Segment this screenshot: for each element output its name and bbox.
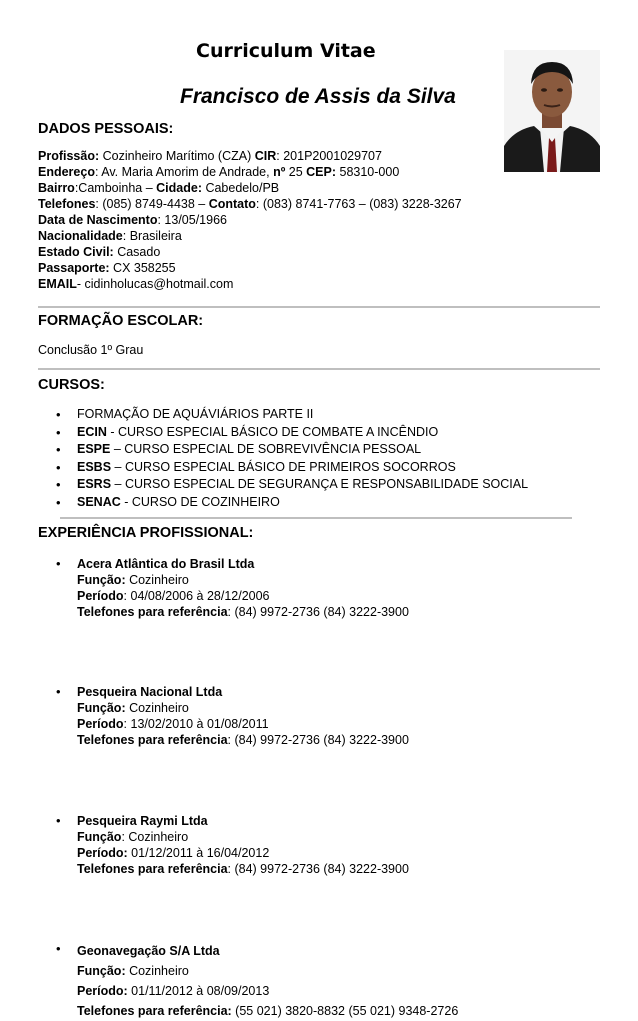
bullet-icon: •: [56, 813, 61, 828]
course-item: [52, 406, 528, 424]
reference-phones-value: : (84) 9972-2736 (84) 3222-3900: [227, 862, 409, 876]
divider: [38, 306, 600, 308]
birthdate-line: [38, 212, 462, 228]
reference-phones-label: Telefones para referência: [77, 605, 228, 619]
cir-label: CIR: [254, 149, 277, 163]
course-item: [52, 459, 528, 477]
period-label: Período:: [77, 984, 128, 998]
period-value: : 04/08/2006 à 28/12/2006: [123, 589, 270, 603]
course-text: - CURSO DE COZINHEIRO: [120, 494, 280, 509]
marital-status-line: [38, 244, 462, 260]
bullet-icon: •: [56, 556, 61, 571]
reference-phones-label: Telefones para referência: [77, 733, 228, 747]
phones-label: Telefones: [38, 197, 96, 211]
cir-value: : 201P2001029707: [276, 149, 382, 163]
company-name: Geonavegação S/A Ltda: [77, 944, 220, 958]
profession-value: Cozinheiro Marítimo (CZA): [99, 149, 255, 163]
course-item: [52, 441, 528, 459]
reference-phones-value: : (84) 9972-2736 (84) 3222-3900: [227, 733, 409, 747]
candidate-name: Francisco de Assis da Silva: [180, 85, 456, 108]
address-label: Endereço: [38, 165, 95, 179]
education-text: Conclusão 1º Grau: [38, 343, 144, 357]
reference-phones-label: Telefones para referência: [77, 862, 228, 876]
role-label: Função:: [77, 573, 126, 587]
section-heading-courses: CURSOS:: [38, 377, 105, 393]
course-item: [52, 424, 528, 442]
role-label: Função:: [77, 701, 126, 715]
email-value: - cidinholucas@hotmail.com: [76, 277, 234, 291]
job-entry: [52, 684, 638, 748]
birthdate-value: : 13/05/1966: [157, 213, 227, 227]
role-value: Cozinheiro: [125, 701, 189, 715]
section-heading-personal: DADOS PESSOAIS:: [38, 121, 174, 137]
section-heading-education: FORMAÇÃO ESCOLAR:: [38, 313, 204, 329]
course-code: ESBS: [77, 459, 112, 474]
job-entry: [52, 813, 638, 877]
company-name: Pesqueira Raymi Ltda: [77, 814, 208, 828]
course-item: [52, 476, 528, 494]
job-entry: [52, 941, 638, 1021]
divider: [38, 368, 600, 370]
marital-status-label: Estado Civil:: [38, 245, 114, 259]
company-name: Pesqueira Nacional Ltda: [77, 685, 223, 699]
phones-line: [38, 196, 462, 212]
district-value: :Camboinha –: [74, 181, 157, 195]
nationality-line: [38, 228, 462, 244]
personal-info-block: [38, 148, 462, 292]
district-line: [38, 180, 462, 196]
course-code: ECIN: [77, 424, 107, 439]
passport-value: CX 358255: [109, 261, 176, 275]
divider: [60, 517, 572, 519]
contact-label: Contato: [208, 197, 256, 211]
phones-value: : (085) 8749-4438 –: [95, 197, 209, 211]
nationality-label: Nacionalidade: [38, 229, 123, 243]
cep-value: 58310-000: [336, 165, 400, 179]
reference-phones-label: Telefones para referência:: [77, 1004, 232, 1018]
contact-value: : (083) 8741-7763 – (083) 3228-3267: [255, 197, 462, 211]
email-label: EMAIL: [38, 277, 77, 291]
course-code: SENAC: [77, 494, 121, 509]
role-value: Cozinheiro: [125, 964, 189, 978]
course-code: ESPE: [77, 442, 111, 456]
reference-phones-value: (55 021) 3820-8832 (55 021) 9348-2726: [231, 1004, 459, 1018]
course-list: [52, 406, 528, 511]
city-label: Cidade:: [156, 181, 202, 195]
passport-label: Passaporte:: [38, 261, 110, 275]
number-label: nº: [273, 165, 286, 179]
company-name: Acera Atlântica do Brasil Ltda: [77, 557, 255, 571]
role-label: Função: [77, 830, 122, 844]
address-line: [38, 164, 462, 180]
bullet-icon: •: [56, 941, 61, 956]
document-title: Curriculum Vitae: [196, 40, 376, 62]
section-heading-experience: EXPERIÊNCIA PROFISSIONAL:: [38, 525, 254, 541]
role-value: : Cozinheiro: [121, 830, 189, 844]
marital-status-value: Casado: [113, 245, 161, 259]
profession-label: Profissão:: [38, 149, 100, 163]
bullet-icon: •: [56, 684, 61, 699]
city-value: Cabedelo/PB: [201, 181, 280, 195]
passport-line: [38, 260, 462, 276]
email-line: [38, 276, 462, 292]
course-item: [52, 494, 528, 512]
cep-label: CEP:: [306, 165, 337, 179]
profession-line: [38, 148, 462, 164]
course-text: - CURSO ESPECIAL BÁSICO DE COMBATE A INCÊNDIO: [106, 424, 439, 439]
course-text: – CURSO ESPECIAL DE SEGURANÇA E RESPONSABILIDADE SOCIAL: [111, 477, 529, 491]
profile-photo: [504, 50, 600, 172]
course-text: – CURSO ESPECIAL DE SOBREVIVÊNCIA PESSOAL: [110, 442, 422, 456]
course-text: FORMAÇÃO DE AQUÁVIÁRIOS PARTE II: [77, 407, 314, 421]
course-text: – CURSO ESPECIAL BÁSICO DE PRIMEIROS SOCORROS: [111, 459, 456, 474]
district-label: Bairro: [38, 181, 75, 195]
period-label: Período: [77, 717, 124, 731]
role-label: Função:: [77, 964, 126, 978]
role-value: Cozinheiro: [125, 573, 189, 587]
period-value: : 13/02/2010 à 01/08/2011: [123, 717, 269, 731]
period-label: Período: [77, 589, 124, 603]
period-value: 01/12/2011 à 16/04/2012: [127, 846, 270, 860]
course-code: ESRS: [77, 477, 112, 491]
birthdate-label: Data de Nascimento: [38, 213, 158, 227]
reference-phones-value: : (84) 9972-2736 (84) 3222-3900: [227, 605, 409, 619]
number-value: 25: [285, 165, 307, 179]
nationality-value: : Brasileira: [122, 229, 182, 243]
portrait-image: [504, 50, 600, 172]
period-value: 01/11/2012 à 08/09/2013: [127, 984, 270, 998]
job-entry: [52, 556, 638, 620]
address-value: : Av. Maria Amorim de Andrade,: [94, 165, 274, 179]
period-label: Período:: [77, 846, 128, 860]
